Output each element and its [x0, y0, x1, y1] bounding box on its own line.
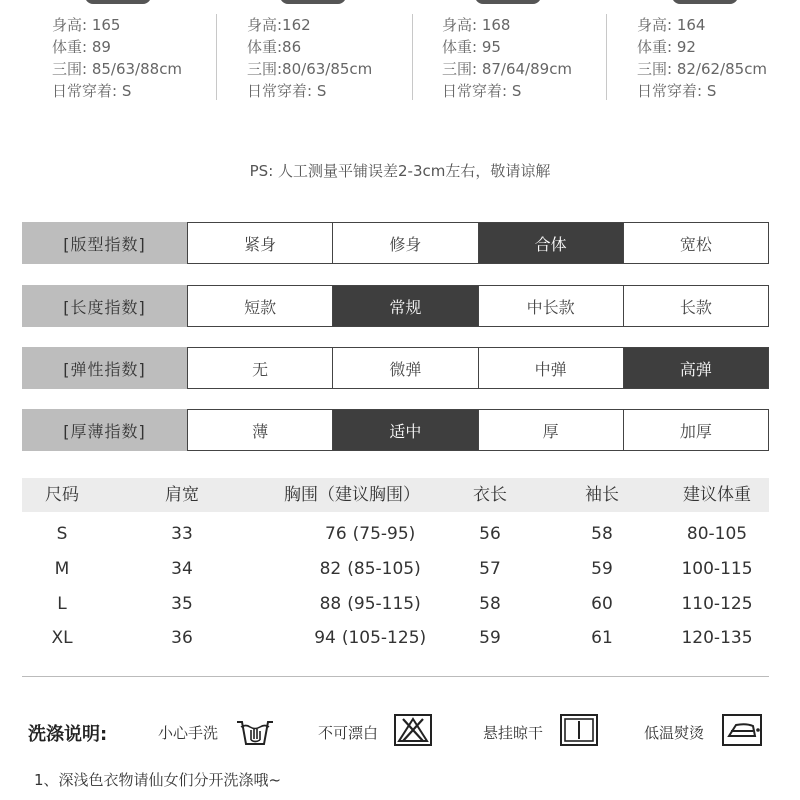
model-weight: 体重:86 [247, 38, 302, 56]
cell-sleeve: 58 [591, 524, 613, 544]
model-divider [606, 14, 607, 100]
thickness-index-row [22, 409, 769, 451]
cell-sleeve: 60 [591, 594, 613, 614]
index-label: [版型指数] [22, 222, 187, 264]
cell-chest [252, 621, 452, 655]
model-measurements: 三围: 87/64/89cm [442, 60, 573, 78]
index-label: [弹性指数] [22, 347, 187, 389]
header-shoulder: 肩宽 [165, 485, 199, 505]
model-daily-size: 日常穿着: S [52, 82, 132, 100]
model-divider [216, 14, 217, 100]
hand-wash-icon [235, 714, 275, 748]
model-height: 身高:162 [247, 16, 311, 34]
chest-range: (85-105) [347, 559, 421, 579]
wash-label: 小心手洗 [158, 724, 219, 742]
model-weight: 体重: 89 [52, 38, 111, 56]
index-option: 高弹 [623, 348, 768, 388]
cell-weight: 100-115 [681, 559, 753, 579]
table-row [22, 621, 769, 655]
index-option: 加厚 [623, 410, 768, 450]
index-option: 紧身 [188, 223, 332, 263]
cell-sleeve: 61 [591, 628, 613, 648]
low-iron-icon [722, 714, 762, 746]
cell-size: L [57, 594, 67, 614]
index-option: 宽松 [623, 223, 768, 263]
header-sleeve: 袖长 [585, 485, 619, 505]
model-tab [672, 0, 738, 4]
cell-chest [252, 552, 452, 586]
model-height: 身高: 164 [637, 16, 706, 34]
model-height: 身高: 165 [52, 16, 121, 34]
no-bleach-icon [394, 714, 432, 746]
chest-range: (95-115) [347, 594, 421, 614]
washing-title: 洗涤说明: [28, 724, 108, 745]
model-card-1 [52, 14, 242, 102]
length-index-row [22, 285, 769, 327]
index-option: 合体 [478, 223, 623, 263]
model-weight: 体重: 92 [637, 38, 696, 56]
index-option: 中长款 [478, 286, 623, 326]
header-length: 衣长 [473, 485, 507, 505]
index-option: 中弹 [478, 348, 623, 388]
wash-label: 低温熨烫 [644, 724, 705, 742]
cell-shoulder: 34 [171, 559, 193, 579]
index-option: 无 [188, 348, 332, 388]
table-row [22, 587, 769, 621]
chest-value: 94 [314, 628, 336, 648]
index-option: 薄 [188, 410, 332, 450]
elasticity-index-row [22, 347, 769, 389]
model-weight: 体重: 95 [442, 38, 501, 56]
cell-size: S [56, 524, 68, 544]
ps-note: PS: 人工测量平铺误差2-3cm左右，敬请谅解 [249, 162, 551, 180]
header-weight: 建议体重 [683, 485, 751, 505]
fit-index-row [22, 222, 769, 264]
model-measurements: 三围: 85/63/88cm [52, 60, 183, 78]
washing-instructions [0, 712, 800, 752]
model-daily-size: 日常穿着: S [247, 82, 327, 100]
index-option: 修身 [332, 223, 477, 263]
cell-length: 58 [479, 594, 501, 614]
cell-length: 59 [479, 628, 501, 648]
washing-note: 1、深浅色衣物请仙女们分开洗涤哦~ [34, 771, 282, 789]
cell-weight: 110-125 [681, 594, 753, 614]
model-measurements: 三围: 82/62/85cm [637, 60, 768, 78]
model-daily-size: 日常穿着: S [637, 82, 717, 100]
index-label: [厚薄指数] [22, 409, 187, 451]
cell-chest [252, 587, 452, 621]
wash-label: 悬挂晾干 [483, 724, 544, 742]
index-option: 适中 [332, 410, 477, 450]
chest-range: (75-95) [352, 524, 416, 544]
index-label: [长度指数] [22, 285, 187, 327]
wash-label: 不可漂白 [318, 724, 379, 742]
index-option: 常规 [332, 286, 477, 326]
index-option: 微弹 [332, 348, 477, 388]
chest-range: (105-125) [341, 628, 427, 648]
model-daily-size: 日常穿着: S [442, 82, 522, 100]
model-card-4 [637, 14, 800, 102]
model-divider [412, 14, 413, 100]
model-tab [85, 0, 151, 4]
model-height: 身高: 168 [442, 16, 511, 34]
index-option: 短款 [188, 286, 332, 326]
model-tab [475, 0, 541, 4]
table-row [22, 517, 769, 551]
header-chest: 胸围（建议胸围） [284, 485, 420, 505]
cell-size: M [54, 559, 70, 579]
washing-notes [34, 768, 774, 792]
cell-shoulder: 35 [171, 594, 193, 614]
model-card-3 [442, 14, 632, 102]
line-dry-icon [560, 714, 598, 746]
header-size: 尺码 [45, 485, 79, 505]
cell-length: 56 [479, 524, 501, 544]
cell-sleeve: 59 [591, 559, 613, 579]
cell-shoulder: 36 [171, 628, 193, 648]
chest-value: 76 [325, 524, 347, 544]
section-divider [22, 676, 769, 677]
index-option: 厚 [478, 410, 623, 450]
cell-weight: 120-135 [681, 628, 753, 648]
size-table-header [22, 478, 769, 512]
cell-shoulder: 33 [171, 524, 193, 544]
model-card-2 [247, 14, 437, 102]
chest-value: 88 [319, 594, 342, 614]
table-row [22, 552, 769, 586]
index-option: 长款 [623, 286, 768, 326]
cell-chest [252, 517, 452, 551]
model-tab [280, 0, 346, 4]
model-photo-tabs [0, 0, 800, 6]
cell-length: 57 [479, 559, 501, 579]
model-stats [0, 14, 800, 104]
chest-value: 82 [319, 559, 342, 579]
cell-size: XL [51, 628, 73, 648]
model-measurements: 三围:80/63/85cm [247, 60, 373, 78]
cell-weight: 80-105 [686, 524, 748, 544]
